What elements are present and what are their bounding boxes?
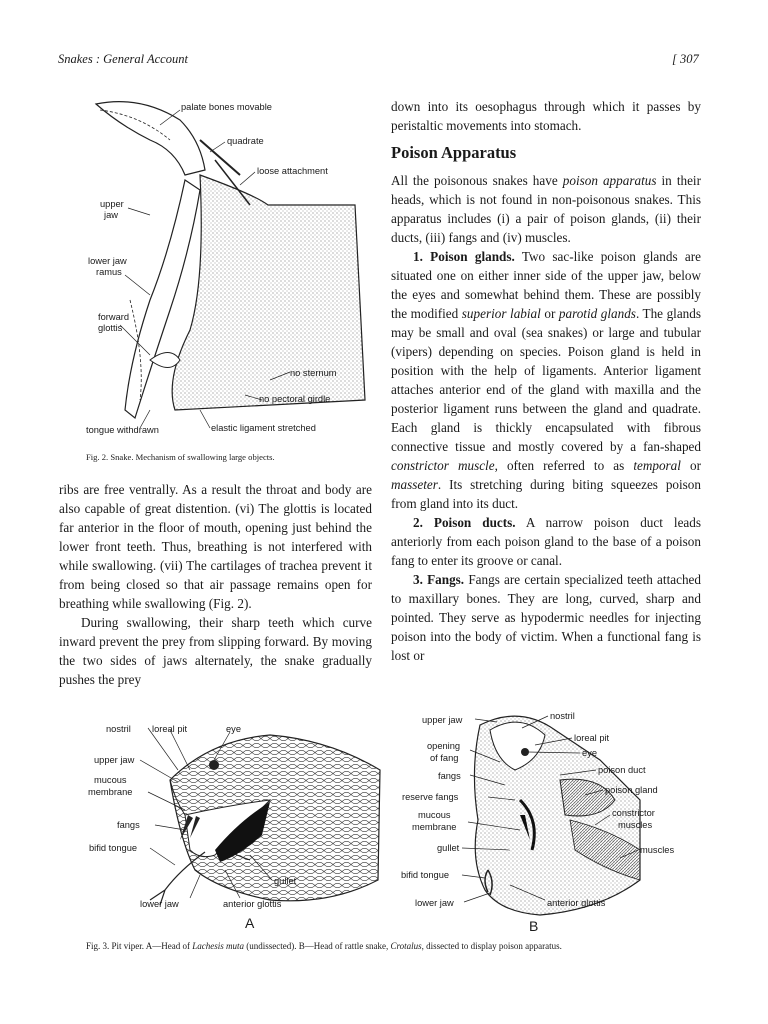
fig3a-label-bifid: bifid tongue (89, 843, 138, 853)
fig3a-label-nostril: nostril (106, 724, 131, 734)
fig3b-label-duct: poison duct (598, 765, 646, 775)
fig3b-label-gullet: gullet (437, 843, 460, 853)
fig3a-label-lower-jaw: lower jaw (140, 899, 179, 909)
fig3b-label-opening-2: of fang (430, 753, 459, 763)
fig3b-label-constrictor-1: constrictor (612, 808, 655, 818)
fig2-label-glottis-2: glottis (98, 323, 123, 333)
fig3b-label-reserve: reserve fangs (402, 792, 459, 802)
fig2-label-lower-jaw-1: lower jaw (88, 256, 127, 266)
fig2-label-upper-jaw-2: jaw (104, 210, 118, 220)
fig2-label-loose: loose attachment (257, 166, 328, 176)
fig2-label-upper-jaw-1: upper (100, 199, 124, 209)
intro-paragraph: All the poisonous snakes have poison apparatus in their heads, which is not found in non-poisonous snakes. This apparatus includes (i) a pair of poison glands, (ii) their ducts, (iii) fangs and (iv) muscles. (391, 173, 701, 245)
poison-ducts-paragraph: 2. Poison ducts. A narrow poison duct leads anteriorly from each poison gland to the base of a poison fang to enter its groove or canal. (391, 515, 701, 568)
fig3b-label-lower-jaw: lower jaw (415, 898, 454, 908)
poison-glands-paragraph: 1. Poison glands. Two sac-like poison glands are situated one on either inner side of the upper jaw, below the eyes and somewhat behind them. These are possibly the modified superior labial or parotid glands. The glands may be small and oval (sea snakes) or large and tubular (vipers) depending on species. Poison gland is held in position with the help of ligaments. Anterior ligament attaches anterior end of the gland with maxilla and the posterior ligament runs between the gland and quadrate. Each gland is thickly encapsulated with fibrous connective tissue and mostly covered by a fan-shaped constrictor muscle, often referred to as temporal or masseter. Its stretching during biting squeezes poison from gland into its duct. (391, 249, 702, 511)
left-column (59, 480, 372, 689)
left-paragraph-1: ribs are free ventrally. As a result the throat and body are also capable of great distention. (vi) The glottis is located far anterior in the floor of mouth, opening just behind the lower front teeth. Thus, breathing is not interfered with while swallowing. (vii) The cartilages of trachea prevent it from being closed so that air passage remains open for breathing while swallowing (Fig. 2). (59, 482, 372, 611)
fig3a-label-glottis: anterior glottis (223, 899, 282, 909)
fig3a-label-fangs: fangs (117, 820, 140, 830)
fig3b-label-upper-jaw: upper jaw (422, 715, 463, 725)
fig2-label-palate: palate bones movable (181, 102, 272, 112)
fig3b-label-mucous-1: mucous (418, 810, 451, 820)
fangs-paragraph: 3. Fangs. Fangs are certain specialized teeth attached to maxillary bones. They are long, curved, sharp and pointed. They serve as hypodermic needles for injecting poison into the body of victim. When a functional fang is lost or (391, 572, 701, 663)
fig2-caption: Fig. 2. Snake. Mechanism of swallowing large objects. (86, 452, 275, 462)
left-paragraph-2: During swallowing, their sharp teeth which curve inward prevent the prey from slipping forward. By moving the two sides of jaws alternately, the snake gradually pushes the prey (59, 615, 372, 687)
fig3b-label-bifid: bifid tongue (401, 870, 450, 880)
fig2-label-quadrate: quadrate (227, 136, 264, 146)
fig3a-letter: A (245, 915, 255, 931)
fig3a-label-loreal: loreal pit (152, 724, 188, 734)
fig3b-label-glottis: anterior glottis (547, 898, 606, 908)
fig3b-label-loreal: loreal pit (574, 733, 610, 743)
fig3a-label-eye: eye (226, 724, 241, 734)
section-heading-poison-apparatus: Poison Apparatus (391, 143, 517, 162)
fig3b-label-eye: eye (582, 748, 597, 758)
running-header-title: Snakes : General Account (58, 52, 188, 66)
fig3b-label-constrictor-2: muscles (618, 820, 653, 830)
fig3a-label-upper-jaw: upper jaw (94, 755, 135, 765)
fig3b-letter: B (529, 918, 539, 934)
fig2-label-ligament: elastic ligament stretched (211, 423, 316, 433)
fig3b-label-fangs: fangs (438, 771, 461, 781)
fig3a-label-mucous-1: mucous (94, 775, 127, 785)
fig2-label-sternum: no sternum (290, 368, 337, 378)
fig3a-label-mucous-2: membrane (88, 787, 133, 797)
fig3b-label-opening-1: opening (427, 741, 461, 751)
fig3b-label-muscles: muscles (640, 845, 675, 855)
right-continuation: down into its oesophagus through which it passes by peristaltic movements into stomach. (391, 99, 701, 133)
fig3b-label-gland: poison gland (605, 785, 658, 795)
fig2-label-lower-jaw-2: ramus (96, 267, 122, 277)
fig3-caption: Fig. 3. Pit viper. A—Head of Lachesis muta (undissected). B—Head of rattle snake, Crotalus, dissected to display poison apparatus. (86, 941, 562, 951)
fig2-label-glottis-1: forward (98, 312, 130, 322)
right-column (391, 97, 701, 665)
fig2-label-tongue: tongue withdrawn (86, 425, 159, 435)
fig2-upper-jaw (96, 102, 205, 175)
fig3b-label-nostril: nostril (550, 711, 575, 721)
fig3a-label-gullet: gullet (274, 876, 297, 886)
fig3b-label-mucous-2: membrane (412, 822, 457, 832)
page-number: [ 307 (672, 52, 699, 66)
figure-3a-pit-viper-head (140, 728, 380, 905)
fig2-label-girdle: no pectoral girdle (259, 394, 331, 404)
